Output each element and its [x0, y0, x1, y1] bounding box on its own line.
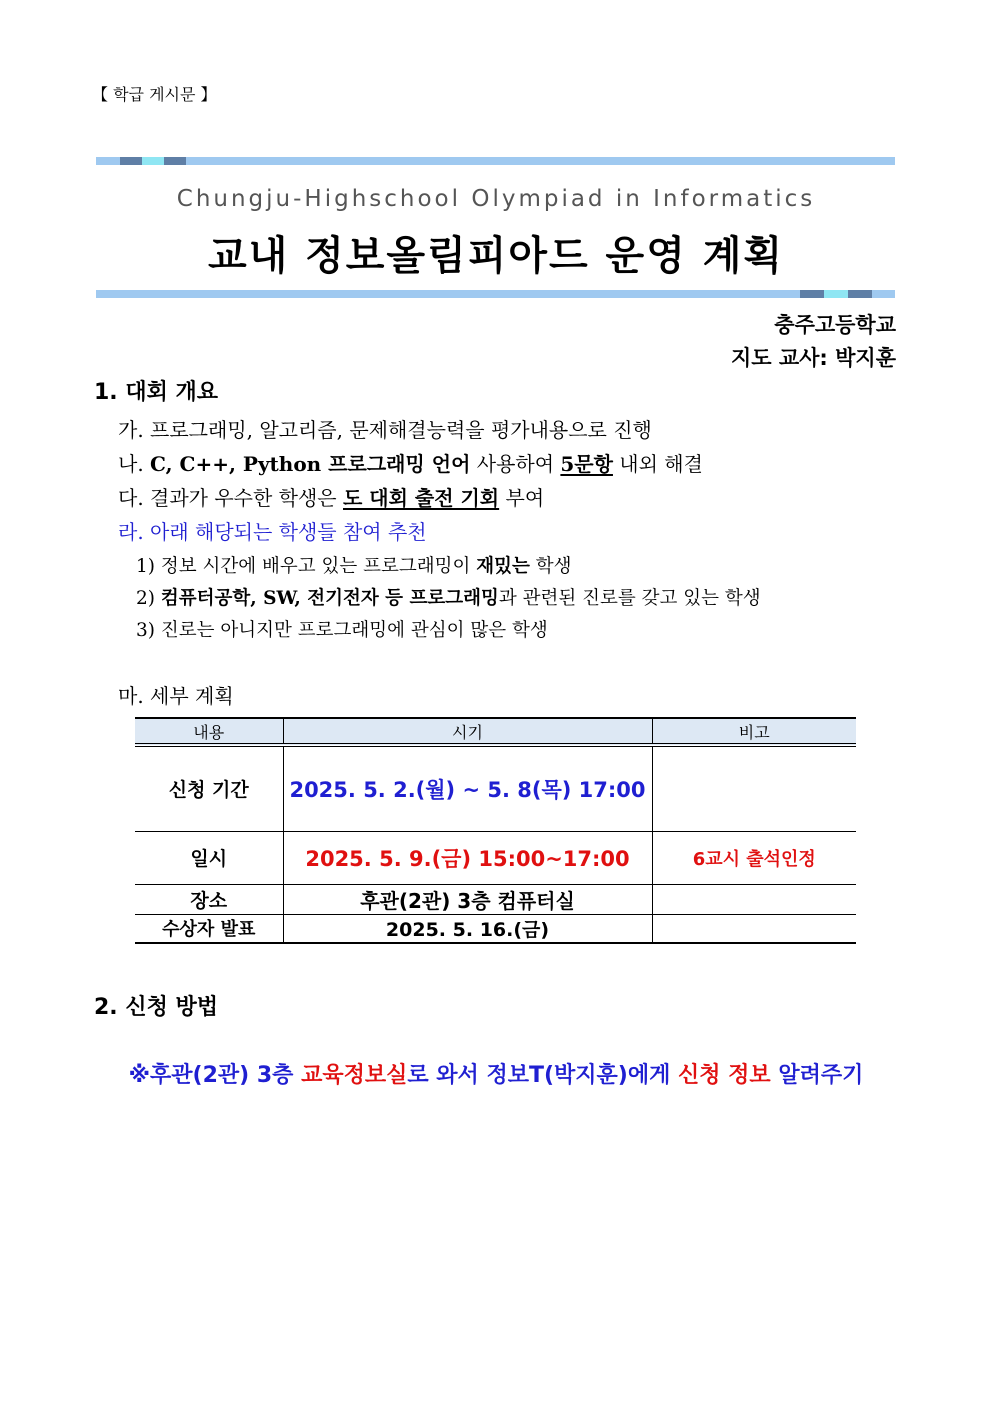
note-part-3: 로 와서 정보T(박지훈)에게 — [407, 1063, 678, 1088]
item-da-emph: 도 대회 출전 기회 — [343, 486, 500, 510]
sub2-suffix: 과 관련된 진로를 갖고 있는 학생 — [498, 588, 761, 609]
item-na-count: 5문항 — [560, 452, 613, 476]
sub-item-3: 3) 진로는 아니지만 프로그래밍에 관심이 많은 학생 — [136, 620, 548, 641]
item-na-suffix: 내외 해결 — [612, 452, 703, 476]
teacher-name: 지도 교사: 박지훈 — [730, 346, 896, 370]
sub2-prefix: 2) — [136, 588, 161, 609]
row-note — [652, 745, 856, 831]
header-time: 시기 — [283, 718, 652, 745]
sub1-prefix: 1) 정보 시간에 배우고 있는 프로그래밍이 — [136, 556, 477, 577]
row-label: 수상자 발표 — [135, 914, 283, 943]
item-na-prefix: 나. — [118, 452, 151, 476]
item-ma: 마. 세부 계획 — [118, 684, 234, 708]
sub1-suffix: 학생 — [529, 556, 572, 577]
item-ga: 가. 프로그래밍, 알고리즘, 문제해결능력을 평가내용으로 진행 — [118, 418, 652, 442]
header-content: 내용 — [135, 718, 283, 745]
top-decor-bar — [96, 157, 895, 165]
sub-item-2 — [136, 584, 761, 610]
row-time: 2025. 5. 16.(금) — [283, 914, 652, 943]
table-row — [135, 831, 856, 884]
row-label: 신청 기간 — [135, 745, 283, 831]
row-time: 후관(2관) 3층 컴퓨터실 — [283, 884, 652, 914]
row-note — [652, 914, 856, 943]
sub1-emph: 재밌는 — [476, 556, 530, 577]
note-part-1: ※후관(2관) 3층 — [128, 1063, 302, 1088]
english-subtitle: Chungju-Highschool Olympiad in Informatics — [176, 186, 816, 212]
item-na-langs: C, C++, Python 프로그래밍 언어 — [150, 452, 471, 476]
item-da-prefix: 다. 결과가 우수한 학생은 — [118, 486, 343, 510]
page-title: 교내 정보올림피아드 운영 계획 — [207, 233, 785, 279]
item-na — [118, 448, 703, 477]
table-row — [135, 884, 856, 914]
row-label: 장소 — [135, 884, 283, 914]
item-na-mid: 사용하여 — [470, 452, 561, 476]
school-name: 충주고등학교 — [774, 313, 896, 337]
item-ra: 라. 아래 해당되는 학생들 참여 추천 — [118, 520, 427, 544]
plan-table — [135, 717, 856, 944]
item-da-suffix: 부여 — [499, 486, 545, 510]
row-note — [652, 884, 856, 914]
bar-segment-light — [142, 157, 164, 165]
table-row — [135, 914, 856, 943]
bottom-decor-bar — [96, 290, 895, 298]
header-note: 비고 — [652, 718, 856, 745]
sub-item-1 — [136, 552, 571, 578]
bar-segment-dark — [800, 290, 824, 298]
row-label: 일시 — [135, 831, 283, 884]
application-note — [0, 1058, 992, 1089]
table-row — [135, 745, 856, 831]
note-part-2: 교육정보실 — [301, 1063, 408, 1088]
note-part-4: 신청 정보 — [678, 1063, 771, 1088]
bar-segment-dark — [848, 290, 872, 298]
item-da — [118, 482, 544, 511]
row-note: 6교시 출석인정 — [652, 831, 856, 884]
row-time: 2025. 5. 2.(월) ~ 5. 8(목) 17:00 — [283, 745, 652, 831]
section1-heading: 1. 대회 개요 — [94, 380, 218, 405]
bar-segment-dark — [120, 157, 142, 165]
section2-heading: 2. 신청 방법 — [94, 995, 218, 1020]
board-tag: 【 학급 게시문 】 — [92, 85, 217, 104]
bar-segment-light — [824, 290, 848, 298]
sub2-emph: 컴퓨터공학, SW, 전기전자 등 프로그래밍 — [160, 588, 499, 609]
row-time: 2025. 5. 9.(금) 15:00~17:00 — [283, 831, 652, 884]
table-header-row — [135, 718, 856, 745]
bar-segment-dark — [164, 157, 186, 165]
note-part-5: 알려주기 — [770, 1063, 864, 1088]
